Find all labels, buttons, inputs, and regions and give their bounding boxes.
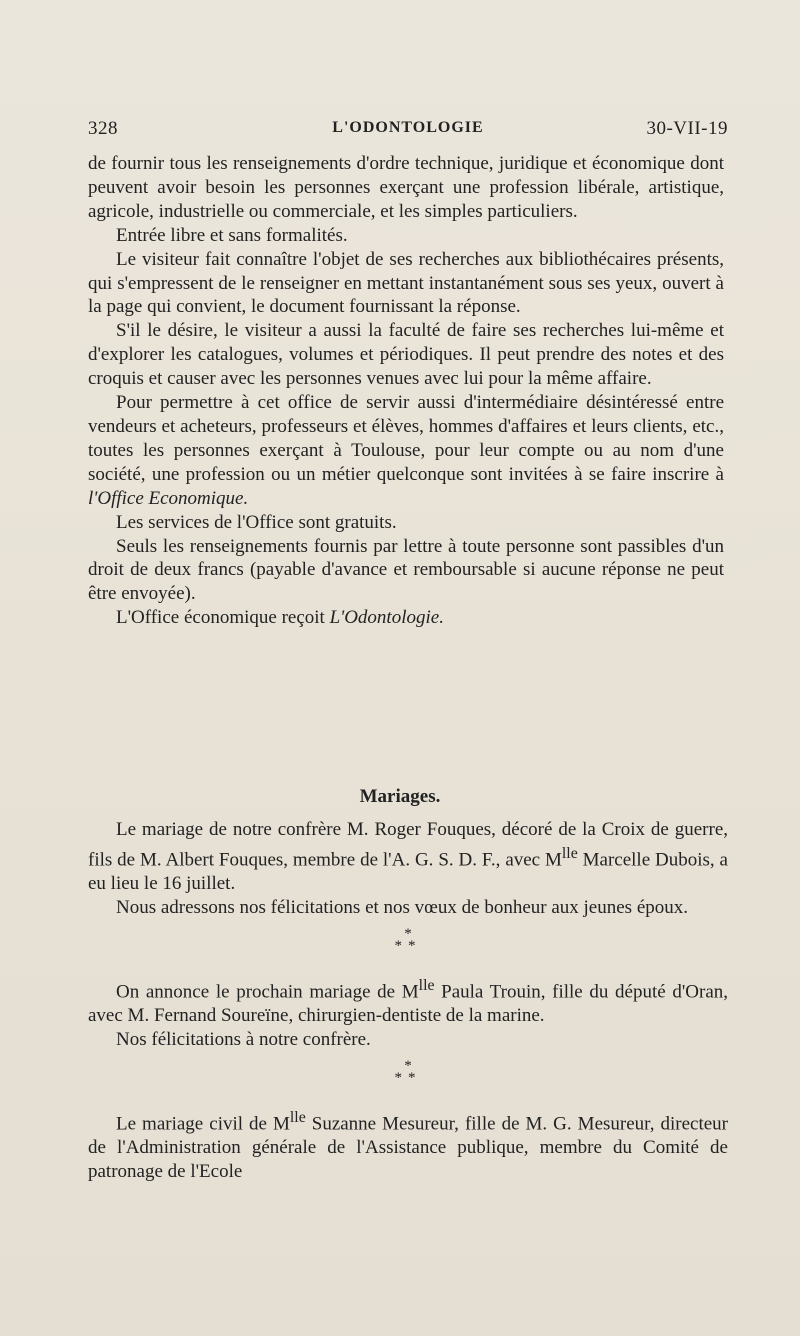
paragraph: Le visiteur fait connaître l'objet de ses recherches aux bibliothécaires présents, qui s'empressent de le renseigner en mettant instantanément sous ses yeux, ouvert à la page qui convient, le document fournissant la réponse.	[88, 248, 724, 318]
paragraph: Nous adressons nos félicitations et nos vœux de bonheur aux jeunes époux.	[116, 897, 689, 919]
paragraph: S'il le désire, le visiteur a aussi la faculté de faire ses recherches lui-même et d'explorer les catalogues, volumes et périodiques. Il peut prendre des notes et des croquis et causer avec les personnes venues avec lui pour la même affaire.	[88, 320, 724, 390]
asterism-star: *	[394, 937, 408, 954]
asterism-divider	[88, 925, 728, 954]
asterism-stars	[88, 937, 728, 954]
paragraph: Entrée libre et sans formalités.	[116, 224, 348, 246]
page-number: 328	[88, 118, 118, 139]
superscript: lle	[418, 976, 435, 994]
paragraph-text: Suzanne Mesureur, fille de M. G. Mesureur, directeur de l'Administration générale de l'Assistance publique, membre du Comité de patronage de l'Ecole	[88, 1113, 728, 1183]
paragraph	[88, 391, 724, 511]
paragraph-text: Le mariage civil de M	[116, 1113, 290, 1135]
issue-date: 30-VII-19	[646, 118, 728, 139]
paragraph: Nos félicitations à notre confrère.	[116, 1029, 371, 1051]
journal-name-italic: L'Odontologie.	[329, 607, 444, 629]
paragraph-text: Le mariage de notre confrère M. Roger Fouques, décoré de la Croix de guerre, fils de M. Albert Fouques, membre de l'A. G. S. D. F., avec M	[88, 819, 728, 871]
paragraph: Les services de l'Office sont gratuits.	[116, 511, 397, 533]
asterism-star: *	[394, 1070, 408, 1086]
asterism-star: *	[408, 1070, 422, 1086]
paragraph-text: Pour permettre à cet office de servir aussi d'intermédiaire désintéressé entre vendeurs et acheteurs, professeurs et élèves, hommes d'affaires et leurs clients, etc., toutes les personnes exerçant à Toulouse, pour leur compte ou au nom d'une société, une profession ou un métier quelconque sont invitées à se faire inscrire à	[88, 392, 724, 485]
journal-title: L'ODONTOLOGIE	[332, 119, 484, 136]
asterism-stars	[88, 1072, 728, 1084]
section-heading: Mariages.	[359, 786, 441, 807]
paragraph-text: Paula Trouin, fille du député d'Oran, avec M. Fernand Soureïne, chirurgien-dentiste de la marine.	[88, 981, 729, 1027]
paragraph	[88, 818, 728, 896]
paragraph	[88, 1106, 728, 1184]
marriages-section	[88, 818, 728, 1184]
asterism-divider	[88, 1060, 728, 1084]
paragraph: Seuls les renseignements fournis par lettre à toute personne sont passibles d'un droit de deux francs (payable d'avance et remboursable si aucune réponse ne peut être envoyée).	[88, 535, 724, 605]
asterism-star: *	[404, 925, 412, 942]
office-name-italic: l'Office Economique.	[88, 487, 249, 509]
paragraph-text: L'Office économique reçoit	[116, 607, 330, 629]
article-body	[88, 152, 724, 630]
asterism-star: *	[404, 1058, 412, 1074]
paragraph-text: On annonce le prochain mariage de M	[116, 981, 419, 1003]
running-header	[88, 118, 728, 144]
paragraph	[88, 606, 724, 630]
paragraph-text: Marcelle Dubois, a eu lieu le 16 juillet.	[88, 849, 728, 895]
paragraph: de fournir tous les renseignements d'ordre technique, juridique et économique dont peuvent avoir besoin les personnes exerçant une profession libérale, artistique, agricole, industrielle ou commerciale, et les simples particuliers.	[88, 153, 724, 222]
paragraph	[88, 974, 728, 1028]
superscript: lle	[289, 1109, 306, 1126]
superscript: lle	[561, 844, 578, 862]
asterism-star: *	[408, 937, 422, 954]
